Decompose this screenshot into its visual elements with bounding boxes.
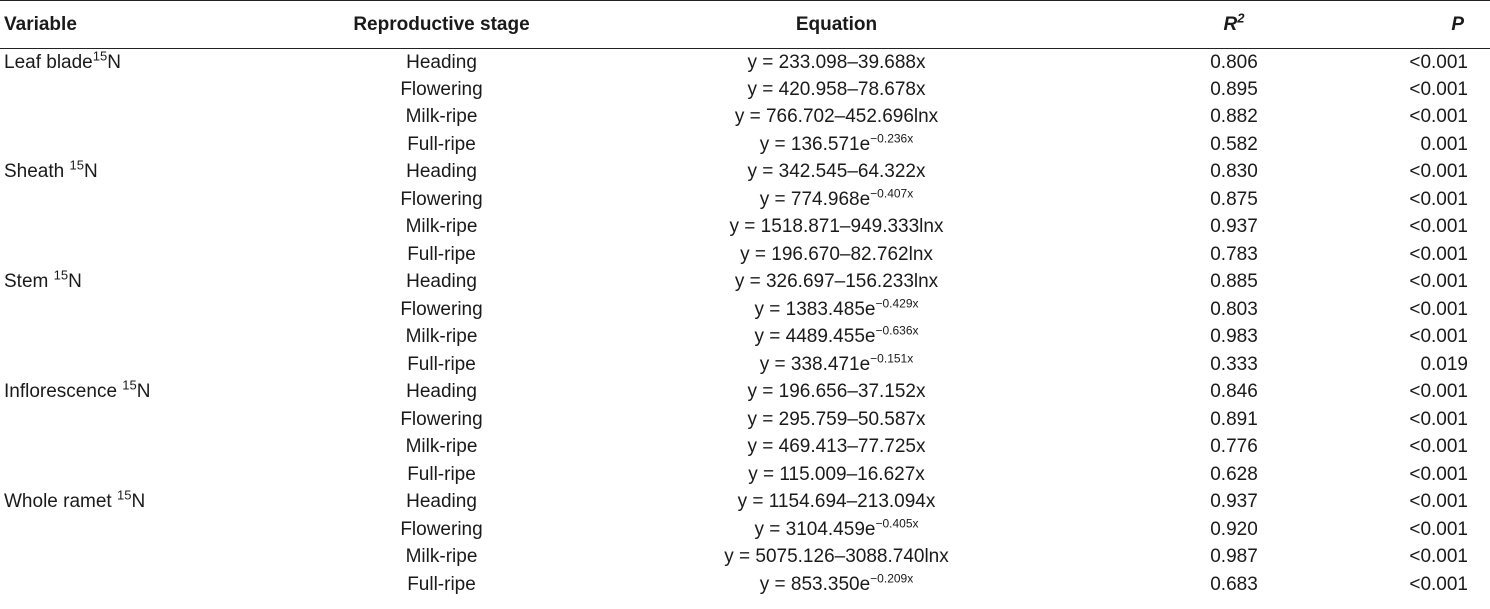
cell-equation <box>549 131 1124 159</box>
cell-variable <box>0 461 334 489</box>
cell-variable <box>0 241 334 269</box>
cell-equation <box>549 434 1124 462</box>
header-stage: Reproductive stage <box>334 1 549 49</box>
cell-stage: Flowering <box>400 408 483 430</box>
cell-equation <box>549 379 1124 407</box>
cell-r2: 0.806 <box>1210 51 1258 73</box>
table-row <box>0 104 1490 132</box>
equation-base: y = 766.702–452.696lnx <box>734 106 939 128</box>
cell-stage: Milk-ripe <box>405 106 478 128</box>
equation-base: y = 115.009–16.627x <box>748 463 925 485</box>
equation-exponent: −0.636x <box>875 323 919 338</box>
equation-base: y = 774.968e <box>759 188 871 210</box>
cell-r2: 0.683 <box>1210 573 1258 595</box>
variable-name: Stem <box>4 271 54 293</box>
table-row <box>0 406 1490 434</box>
table-row <box>0 544 1490 572</box>
cell-p-value: <0.001 <box>1409 326 1468 348</box>
cell-p-value: 0.001 <box>1420 133 1468 155</box>
variable-element: N <box>68 271 82 293</box>
cell-p-value: <0.001 <box>1409 51 1468 73</box>
cell-variable <box>0 324 334 352</box>
variable-element: N <box>131 491 146 513</box>
cell-r2: 0.628 <box>1210 463 1258 485</box>
cell-p-value: <0.001 <box>1409 381 1468 403</box>
equation-exponent: −0.236x <box>870 131 914 146</box>
equation-base: y = 326.697–156.233lnx <box>734 271 939 293</box>
cell-variable <box>0 489 334 517</box>
cell-p-value: <0.001 <box>1409 161 1468 183</box>
cell-equation <box>549 269 1124 297</box>
cell-equation <box>549 406 1124 434</box>
equation-base: y = 196.670–82.762lnx <box>740 243 933 265</box>
cell-stage: Milk-ripe <box>405 216 478 238</box>
cell-r2: 0.891 <box>1210 408 1258 430</box>
table-row <box>0 241 1490 269</box>
header-row <box>0 1 1490 49</box>
equation-base: y = 4489.455e <box>754 326 876 348</box>
table-row <box>0 49 1490 77</box>
equation-base: y = 3104.459e <box>754 518 876 540</box>
cell-variable <box>0 131 334 159</box>
cell-r2: 0.776 <box>1210 436 1258 458</box>
variable-isotope-sup: 15 <box>116 487 132 503</box>
cell-p-value: <0.001 <box>1409 546 1468 568</box>
cell-variable <box>0 434 334 462</box>
cell-r2: 0.937 <box>1210 216 1258 238</box>
equation-base: y = 342.545–64.322x <box>747 161 926 183</box>
cell-p-value: <0.001 <box>1409 271 1468 293</box>
cell-variable <box>0 159 334 187</box>
cell-r2: 0.920 <box>1210 518 1258 540</box>
cell-stage: Heading <box>406 381 477 403</box>
header-r2-base: R <box>1223 13 1238 35</box>
header-variable: Variable <box>0 1 334 49</box>
table-row <box>0 131 1490 159</box>
cell-equation <box>549 489 1124 517</box>
cell-stage: Full-ripe <box>407 133 476 155</box>
variable-isotope-sup: 15 <box>122 377 137 393</box>
cell-variable <box>0 351 334 379</box>
cell-equation <box>549 186 1124 214</box>
cell-variable <box>0 104 334 132</box>
cell-stage: Heading <box>406 271 477 293</box>
cell-stage: Full-ripe <box>407 573 476 595</box>
equation-base: y = 196.656–37.152x <box>747 381 926 403</box>
equation-exponent: −0.407x <box>870 186 914 201</box>
cell-equation <box>549 571 1124 599</box>
cell-stage: Full-ripe <box>407 353 476 375</box>
cell-p-value: <0.001 <box>1409 491 1468 513</box>
table-row <box>0 571 1490 599</box>
equation-base: y = 853.350e <box>759 573 871 595</box>
table-row <box>0 269 1490 297</box>
cell-r2: 0.803 <box>1210 298 1258 320</box>
table-row <box>0 434 1490 462</box>
cell-stage: Milk-ripe <box>405 436 478 458</box>
cell-variable <box>0 214 334 242</box>
cell-variable <box>0 49 334 77</box>
cell-equation <box>549 49 1124 77</box>
header-r2-sup: 2 <box>1237 10 1245 26</box>
cell-r2: 0.582 <box>1210 133 1258 155</box>
cell-p-value: <0.001 <box>1409 463 1468 485</box>
cell-r2: 0.882 <box>1210 106 1258 128</box>
equation-base: y = 1518.871–949.333lnx <box>729 216 944 238</box>
cell-r2: 0.885 <box>1210 271 1258 293</box>
cell-p-value: <0.001 <box>1409 243 1468 265</box>
cell-equation <box>549 159 1124 187</box>
cell-equation <box>549 351 1124 379</box>
cell-p-value: <0.001 <box>1409 188 1468 210</box>
cell-equation <box>549 324 1124 352</box>
cell-r2: 0.846 <box>1210 381 1258 403</box>
cell-equation <box>549 241 1124 269</box>
cell-r2: 0.895 <box>1210 78 1258 100</box>
equation-base: y = 420.958–78.678x <box>747 78 926 100</box>
cell-p-value: <0.001 <box>1409 78 1468 100</box>
cell-variable <box>0 406 334 434</box>
equation-exponent: −0.405x <box>875 516 919 531</box>
equation-exponent: −0.209x <box>870 571 914 586</box>
table-row <box>0 324 1490 352</box>
equation-base: y = 469.413–77.725x <box>747 436 926 458</box>
variable-isotope-sup: 15 <box>53 267 69 283</box>
cell-r2: 0.937 <box>1210 491 1258 513</box>
variable-name: Inflorescence <box>4 381 123 403</box>
cell-r2: 0.983 <box>1210 326 1258 348</box>
cell-stage: Heading <box>406 491 477 513</box>
table-row <box>0 516 1490 544</box>
variable-element: N <box>136 381 151 403</box>
cell-p-value: <0.001 <box>1409 518 1468 540</box>
cell-r2: 0.830 <box>1210 161 1258 183</box>
variable-name: Whole ramet <box>4 491 117 513</box>
header-r2 <box>1124 1 1344 49</box>
cell-equation <box>549 214 1124 242</box>
table-body <box>0 49 1490 599</box>
variable-isotope-sup: 15 <box>92 48 108 64</box>
cell-equation <box>549 104 1124 132</box>
cell-equation <box>549 516 1124 544</box>
table-row <box>0 214 1490 242</box>
equation-base: y = 1154.694–213.094x <box>737 491 936 513</box>
cell-stage: Flowering <box>400 188 483 210</box>
table-row <box>0 351 1490 379</box>
cell-stage: Milk-ripe <box>405 326 478 348</box>
cell-equation <box>549 296 1124 324</box>
cell-stage: Flowering <box>400 78 483 100</box>
cell-r2: 0.783 <box>1210 243 1258 265</box>
cell-variable <box>0 186 334 214</box>
equation-base: y = 136.571e <box>759 133 871 155</box>
variable-name: Leaf blade <box>4 51 93 73</box>
equation-exponent: −0.151x <box>870 351 914 366</box>
cell-stage: Milk-ripe <box>405 546 478 568</box>
cell-equation <box>549 544 1124 572</box>
cell-p-value: 0.019 <box>1420 353 1468 375</box>
cell-stage: Flowering <box>400 518 483 540</box>
cell-p-value: <0.001 <box>1409 298 1468 320</box>
variable-isotope-sup: 15 <box>69 157 84 173</box>
header-p: P <box>1344 1 1490 49</box>
equation-base: y = 338.471e <box>759 353 871 375</box>
cell-r2: 0.875 <box>1210 188 1258 210</box>
equation-base: y = 295.759–50.587x <box>747 408 926 430</box>
equation-base: y = 233.098–39.688x <box>747 51 926 73</box>
table-row <box>0 296 1490 324</box>
equation-exponent: −0.429x <box>875 296 919 311</box>
cell-variable <box>0 76 334 104</box>
header-equation: Equation <box>549 1 1124 49</box>
cell-variable <box>0 516 334 544</box>
cell-equation <box>549 461 1124 489</box>
variable-element: N <box>83 161 98 183</box>
cell-r2: 0.987 <box>1210 546 1258 568</box>
cell-p-value: <0.001 <box>1409 106 1468 128</box>
equation-base: y = 5075.126–3088.740lnx <box>724 546 949 568</box>
cell-variable <box>0 379 334 407</box>
variable-element: N <box>107 51 121 73</box>
cell-stage: Heading <box>406 51 477 73</box>
cell-p-value: <0.001 <box>1409 436 1468 458</box>
table-row <box>0 76 1490 104</box>
variable-name: Sheath <box>4 161 70 183</box>
cell-p-value: <0.001 <box>1409 573 1468 595</box>
cell-stage: Flowering <box>400 298 483 320</box>
table-row <box>0 186 1490 214</box>
cell-variable <box>0 571 334 599</box>
cell-p-value: <0.001 <box>1409 216 1468 238</box>
equation-base: y = 1383.485e <box>754 298 876 320</box>
cell-stage: Heading <box>406 161 477 183</box>
cell-r2: 0.333 <box>1210 353 1258 375</box>
cell-stage: Full-ripe <box>407 463 476 485</box>
cell-equation <box>549 76 1124 104</box>
table-row <box>0 159 1490 187</box>
table-row <box>0 489 1490 517</box>
cell-variable <box>0 544 334 572</box>
cell-variable <box>0 296 334 324</box>
table-row <box>0 461 1490 489</box>
table-row <box>0 379 1490 407</box>
cell-variable <box>0 269 334 297</box>
cell-stage: Full-ripe <box>407 243 476 265</box>
cell-p-value: <0.001 <box>1409 408 1468 430</box>
